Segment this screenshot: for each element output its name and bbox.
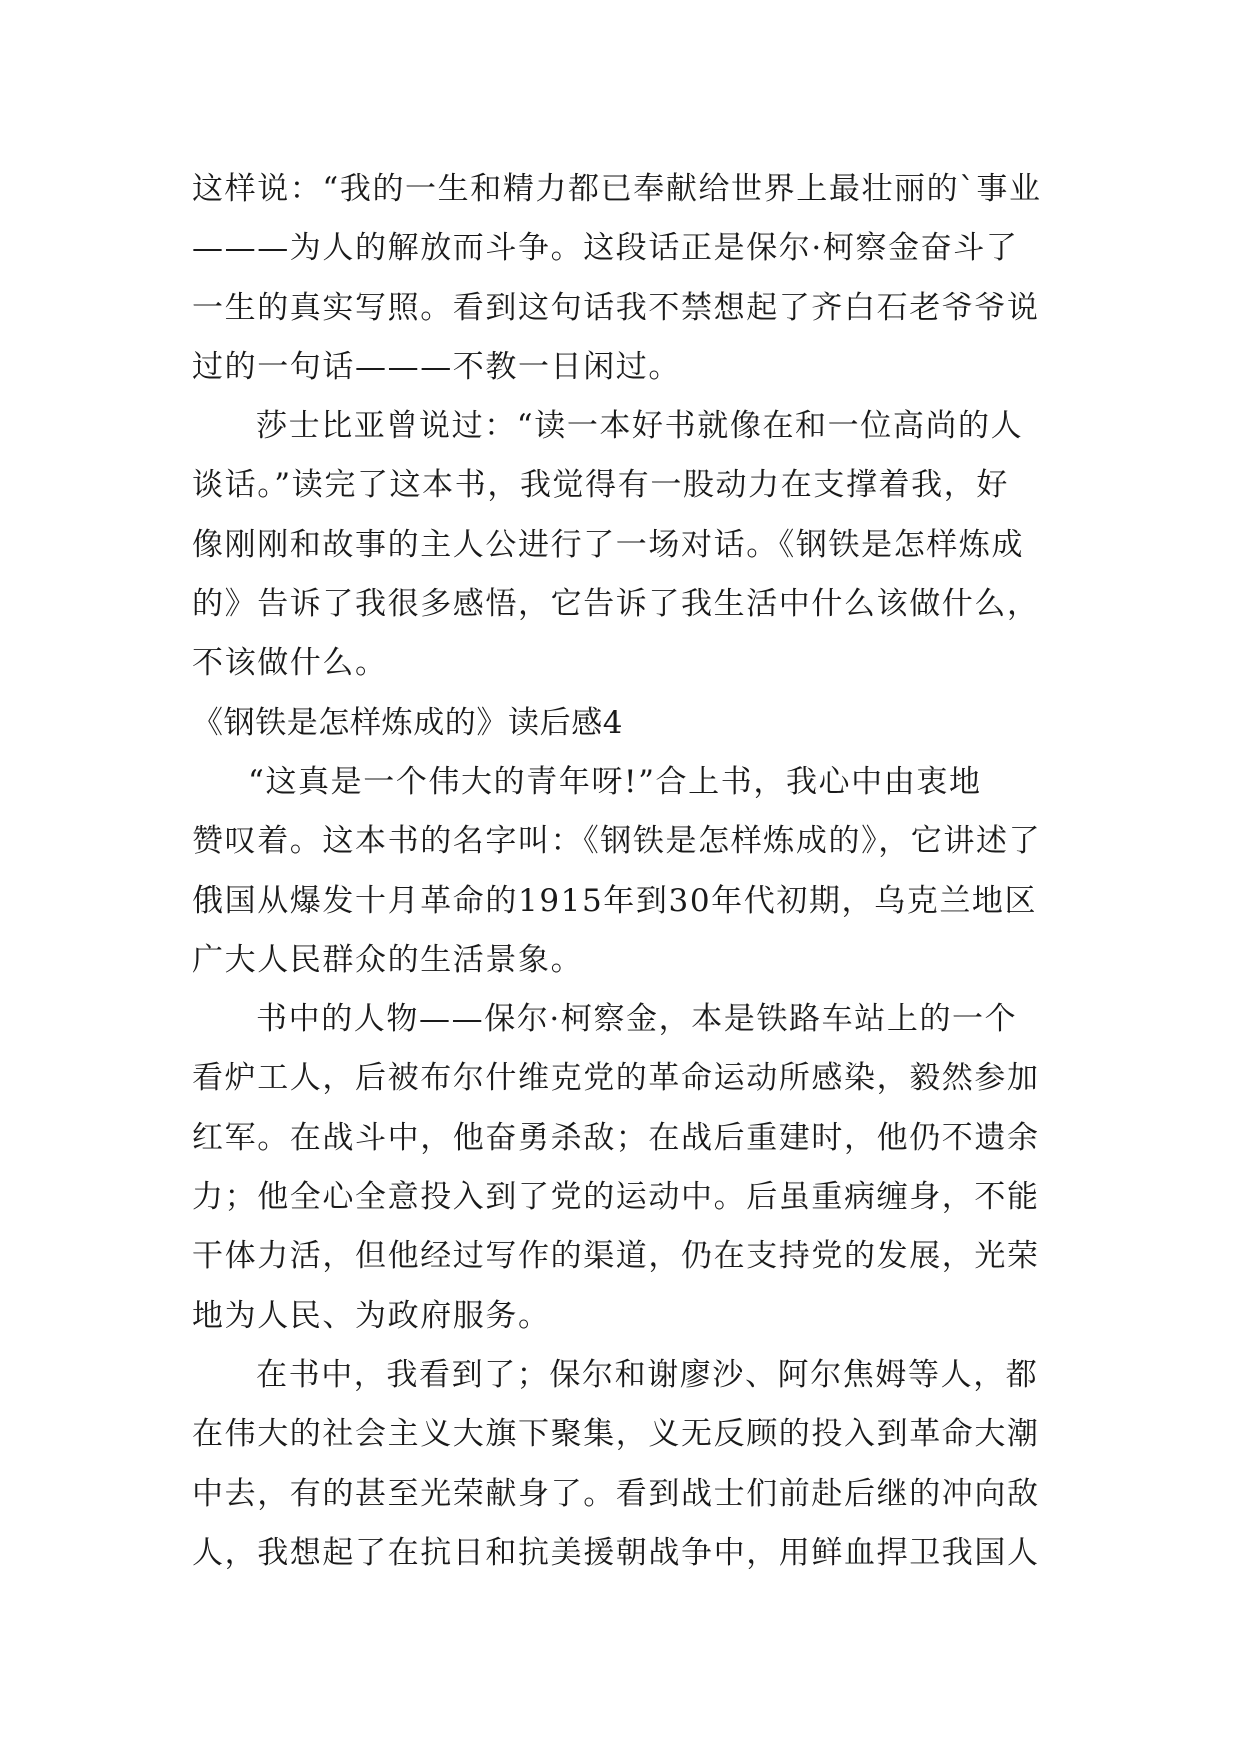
text-line: 地为人民、为政府服务。 xyxy=(192,1297,551,1334)
text-line: 像刚刚和故事的主人公进行了一场对话。《钢铁是怎样炼成 xyxy=(192,526,1025,563)
section-heading: 《钢铁是怎样炼成的》读后感4 xyxy=(192,704,624,741)
text-line: 这样说：“我的一生和精力都已奉献给世界上最壮丽的`事业 xyxy=(192,171,1042,207)
text-line: 广大人民群众的生活景象。 xyxy=(192,941,584,978)
text-line: 在伟大的社会主义大旗下聚集，义无反顾的投入到革命大潮 xyxy=(192,1416,1040,1453)
text-line: 中去，有的甚至光荣献身了。看到战士们前赴后继的冲向敌 xyxy=(192,1475,1040,1512)
text-line: 俄国从爆发十月革命的1915年到30年代初期，乌克兰地区 xyxy=(192,882,1038,919)
text-line: 谈话。”读完了这本书，我觉得有一股动力在支撑着我，好 xyxy=(192,467,1009,504)
text-line: 红军。在战斗中，他奋勇杀敌；在战后重建时，他仍不遗余 xyxy=(192,1119,1040,1156)
text-line: ———为人的解放而斗争。这段话正是保尔·柯察金奋斗了 xyxy=(192,230,1019,267)
text-line: 一生的真实写照。看到这句话我不禁想起了齐白石老爷爷说 xyxy=(192,289,1040,326)
text-line: 力；他全心全意投入到了党的运动中。后虽重病缠身，不能 xyxy=(192,1179,1040,1216)
text-line: 干体力活，但他经过写作的渠道，仍在支持党的发展，光荣 xyxy=(192,1238,1040,1275)
document-body xyxy=(192,160,1072,1583)
paragraph-first-line: 书中的人物——保尔·柯察金，本是铁路车站上的一个 xyxy=(256,1001,1018,1038)
text-line: 赞叹着。这本书的名字叫：《钢铁是怎样炼成的》，它讲述了 xyxy=(192,823,1042,860)
text-line: 人，我想起了在抗日和抗美援朝战争中，用鲜血捍卫我国人 xyxy=(192,1534,1040,1571)
paragraph-first-line: 在书中，我看到了；保尔和谢廖沙、阿尔焦姆等人，都 xyxy=(256,1356,1039,1393)
text-line: 的》告诉了我很多感悟，它告诉了我生活中什么该做什么， xyxy=(192,586,1040,623)
paragraph-first-line: “这真是一个伟大的青年呀!”合上书，我心中由衷地 xyxy=(248,763,982,800)
text-line: 过的一句话———不教一日闲过。 xyxy=(192,348,681,385)
paragraph-first-line: 莎士比亚曾说过：“读一本好书就像在和一位高尚的人 xyxy=(256,408,1024,445)
text-line: 看炉工人，后被布尔什维克党的革命运动所感染，毅然参加 xyxy=(192,1060,1040,1097)
text-line: 不该做什么。 xyxy=(192,645,388,682)
